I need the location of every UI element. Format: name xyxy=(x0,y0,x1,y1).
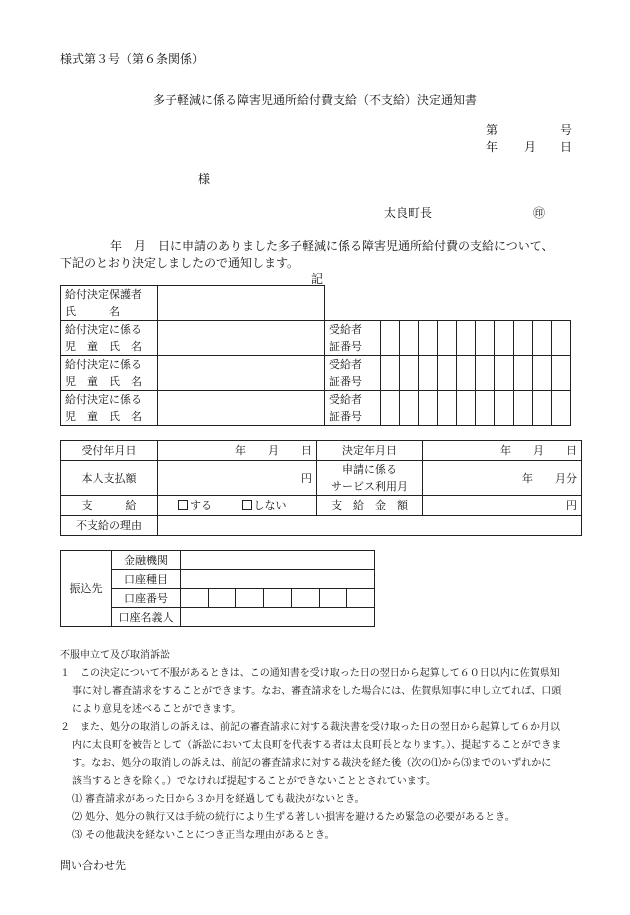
recipient-digit[interactable] xyxy=(438,391,457,426)
date-hi: 日 xyxy=(560,140,573,154)
appeal-p2-line3: す。なお、処分の取消しの訴えは、前記の審査請求に対する裁決を経た後（次の⑴から⑶までのいずれかに xyxy=(72,758,552,769)
guardian-label-1: 給付決定保護者 xyxy=(65,288,142,301)
ki-heading: 記 xyxy=(311,272,324,286)
recipient-digit[interactable] xyxy=(438,321,457,356)
recipient-label-1: 受給者 xyxy=(329,358,362,371)
receipt-date-label: 受付年月日 xyxy=(61,441,158,461)
child-name-field[interactable] xyxy=(158,321,325,356)
nonpay-reason-field[interactable] xyxy=(158,516,582,536)
recipient-digit[interactable] xyxy=(552,356,571,391)
date-nen: 年 xyxy=(486,140,499,154)
recipient-digit[interactable] xyxy=(495,356,514,391)
account-digit[interactable] xyxy=(319,589,347,608)
decision-date-label: 決定年月日 xyxy=(317,441,423,461)
recipient-digit[interactable] xyxy=(400,356,419,391)
date-tsuki: 月 xyxy=(524,140,537,154)
pay-amount-label: 支 給 金 額 xyxy=(317,496,423,516)
service-month-field[interactable]: 年 月分 xyxy=(423,461,582,496)
recipient-digit[interactable] xyxy=(457,321,476,356)
recipient-digit[interactable] xyxy=(533,391,552,426)
appeal-p2-line4: 該当するときを除く。）でなければ提起することができないこととされています。 xyxy=(72,776,436,787)
appeal-heading: 不服申立て及び取消訴訟 xyxy=(60,650,170,661)
child-label-2: 児 童 氏 名 xyxy=(65,340,142,353)
appeal-p2-line1: また、処分の取消しの訴えは、前記の審査請求に対する裁決書を受け取った日の翌日から起算して６か月以 xyxy=(80,722,560,733)
nonpay-reason-label: 不支給の理由 xyxy=(61,516,158,536)
recipient-digit[interactable] xyxy=(419,391,438,426)
suru-label: する xyxy=(190,499,212,512)
form-number: 様式第３号（第６条関係） xyxy=(60,52,205,66)
recipient-label-2: 証番号 xyxy=(329,340,362,353)
recipient-digit[interactable] xyxy=(533,356,552,391)
recipient-digit[interactable] xyxy=(381,391,400,426)
institution-field[interactable] xyxy=(181,551,375,570)
institution-label: 金融機関 xyxy=(112,551,181,570)
child-label-2: 児 童 氏 名 xyxy=(65,410,142,423)
recipient-digit[interactable] xyxy=(457,391,476,426)
shinai-checkbox[interactable] xyxy=(242,500,252,510)
appeal-item-3: ⑶ その他裁決を経ないことにつき正当な理由があるとき。 xyxy=(72,830,335,841)
account-type-label: 口座種目 xyxy=(112,570,181,589)
recipient-digit[interactable] xyxy=(552,321,571,356)
contact-label: 問い合わせ先 xyxy=(60,859,126,872)
holder-field[interactable] xyxy=(181,608,375,627)
recipient-digit[interactable] xyxy=(438,356,457,391)
child-row xyxy=(61,391,571,426)
service-month-label-2: サービス利用月 xyxy=(331,480,408,493)
intro-line-2: 下記のとおり決定しましたので通知します。 xyxy=(60,256,300,270)
recipient-label-1: 受給者 xyxy=(329,393,362,406)
appeal-p1-line1: この決定について不服があるときは、この通知書を受け取った日の翌日から起算して６０日以内に佐賀県知 xyxy=(80,668,560,679)
doc-no-dai: 第 xyxy=(486,123,499,137)
child-name-field[interactable] xyxy=(158,356,325,391)
recipient-digit[interactable] xyxy=(400,321,419,356)
appeal-p2-number: ２ xyxy=(60,722,70,733)
child-row xyxy=(61,321,571,356)
account-digit[interactable] xyxy=(264,589,292,608)
recipient-digit[interactable] xyxy=(381,321,400,356)
appeal-item-2: ⑵ 処分、処分の執行又は手続の続行により生ずる著しい損害を避けるため緊急の必要があるとき。 xyxy=(72,812,515,823)
account-type-field[interactable] xyxy=(181,570,375,589)
child-row xyxy=(61,356,571,391)
service-month-label-1: 申請に係る xyxy=(342,463,397,476)
recipient-digit[interactable] xyxy=(514,391,533,426)
account-no-label: 口座番号 xyxy=(112,589,181,608)
addressee-sama: 様 xyxy=(198,172,211,186)
account-digit[interactable] xyxy=(181,589,209,608)
child-label-1: 給付決定に係る xyxy=(65,393,142,406)
child-label-2: 児 童 氏 名 xyxy=(65,375,142,388)
appeal-p1-line3: により意見を述べることができます。 xyxy=(72,704,242,715)
shinai-label: しない xyxy=(253,499,287,512)
decision-date-field[interactable]: 年 月 日 xyxy=(423,441,582,461)
account-digit[interactable] xyxy=(208,589,236,608)
recipient-digit[interactable] xyxy=(419,356,438,391)
recipient-digit[interactable] xyxy=(495,321,514,356)
recipient-digit[interactable] xyxy=(457,356,476,391)
recipient-digit[interactable] xyxy=(533,321,552,356)
child-label-1: 給付決定に係る xyxy=(65,358,142,371)
guardian-name-field[interactable] xyxy=(158,286,325,321)
intro-line-1: 年 月 日に申請のありました多子軽減に係る障害児通所給付費の支給について、 xyxy=(110,239,554,253)
recipient-digit[interactable] xyxy=(552,391,571,426)
recipient-digit[interactable] xyxy=(476,321,495,356)
recipient-digit[interactable] xyxy=(495,391,514,426)
appeal-item-1: ⑴ 審査請求があった日から３か月を経過しても裁決がないとき。 xyxy=(72,794,365,805)
account-digit[interactable] xyxy=(291,589,319,608)
recipient-digit[interactable] xyxy=(514,356,533,391)
self-pay-field[interactable]: 円 xyxy=(158,461,317,496)
bank-table xyxy=(60,550,375,627)
issuer-name: 太良町長 xyxy=(384,206,433,220)
suru-checkbox[interactable] xyxy=(178,500,188,510)
appeal-p1-line2: 事に対し審査請求をすることができます。なお、審査請求をした場合には、佐賀県知事に申し立てれば、口頭 xyxy=(72,686,562,697)
seal-mark: ㊞ xyxy=(533,206,546,220)
account-digit[interactable] xyxy=(347,589,375,608)
child-name-field[interactable] xyxy=(158,391,325,426)
doc-no-go: 号 xyxy=(560,123,573,137)
recipient-digit[interactable] xyxy=(476,391,495,426)
holder-label: 口座名義人 xyxy=(112,608,181,627)
bank-title: 振込先 xyxy=(61,551,112,627)
recipient-label-2: 証番号 xyxy=(329,410,362,423)
child-table xyxy=(60,320,571,426)
self-pay-label: 本人支払額 xyxy=(61,461,158,496)
recipient-digit[interactable] xyxy=(476,356,495,391)
guardian-label-2: 氏 名 xyxy=(65,305,120,318)
document-title: 多子軽減に係る障害児通所給付費支給（不支給）決定通知書 xyxy=(152,93,477,107)
recipient-digit[interactable] xyxy=(419,321,438,356)
appeal-p1-number: １ xyxy=(60,668,70,679)
recipient-label-2: 証番号 xyxy=(329,375,362,388)
guardian-table xyxy=(60,285,325,321)
recipient-digit[interactable] xyxy=(514,321,533,356)
child-label-1: 給付決定に係る xyxy=(65,323,142,336)
appeal-p2-line2: 内に太良町を被告として（訴訟において太良町を代表する者は太良町長となります。）、提起することができま xyxy=(72,740,562,751)
recipient-digit[interactable] xyxy=(400,391,419,426)
recipient-digit[interactable] xyxy=(381,356,400,391)
recipient-label-1: 受給者 xyxy=(329,323,362,336)
pay-amount-field[interactable]: 円 xyxy=(423,496,582,516)
details-table xyxy=(60,440,582,536)
account-digit[interactable] xyxy=(236,589,264,608)
receipt-date-field[interactable]: 年 月 日 xyxy=(158,441,317,461)
payment-label: 支 給 xyxy=(61,496,158,516)
